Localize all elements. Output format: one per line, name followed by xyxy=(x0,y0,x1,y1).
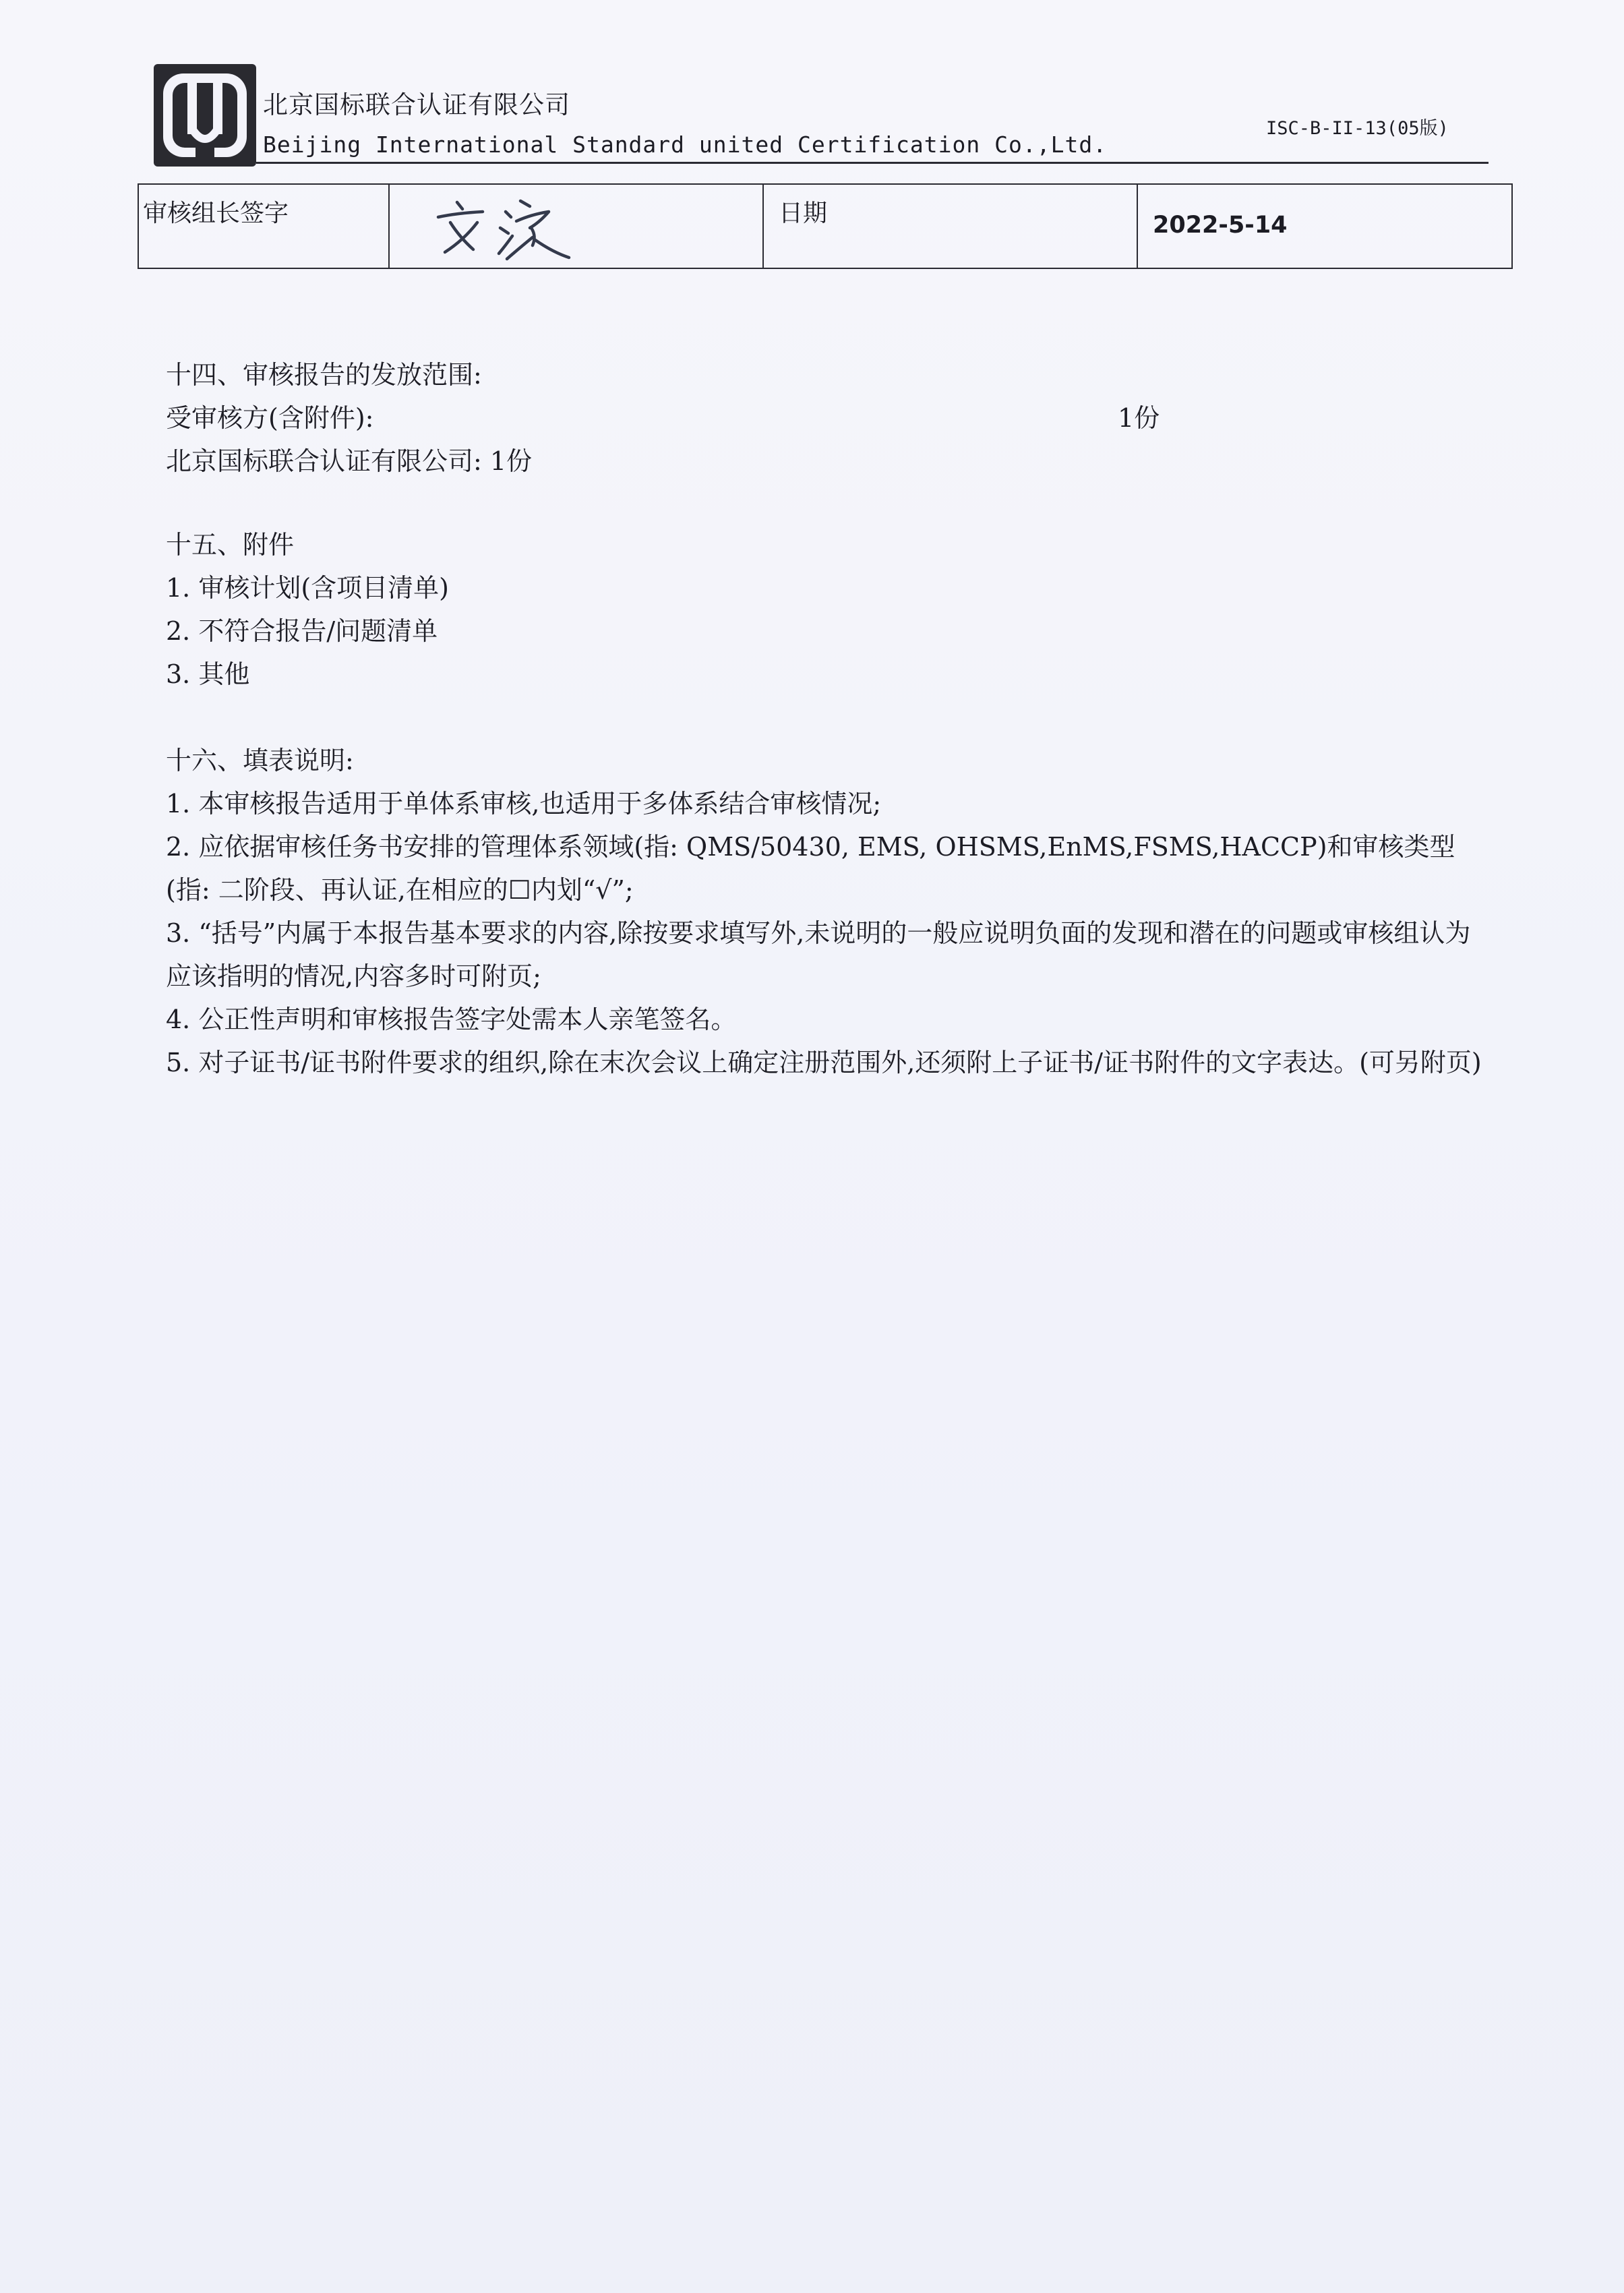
date-label-cell xyxy=(764,185,1138,268)
date-label: 日期 xyxy=(779,200,828,227)
instruction-item: 1. 本审核报告适用于单体系审核,也适用于多体系结合审核情况; xyxy=(166,789,882,818)
date-value: 2022-5-14 xyxy=(1153,212,1288,239)
signature-table xyxy=(138,183,1513,269)
signature-cell xyxy=(390,185,764,268)
instruction-item: 5. 对子证书/证书附件要求的组织,除在末次会议上确定注册范围外,还须附上子证书/证书附件的文字表达。(可另附页) xyxy=(166,1048,1482,1077)
section-14 xyxy=(166,353,532,483)
attachment-item: 3. 其他 xyxy=(166,659,250,689)
section-16-heading: 十六、填表说明: xyxy=(166,746,354,775)
auditee-copies-value: 1份 xyxy=(1118,403,1160,433)
leader-label: 审核组长签字 xyxy=(143,200,289,227)
attachment-item: 1. 审核计划(含项目清单) xyxy=(166,573,449,603)
company-copies-line: 北京国标联合认证有限公司: 1份 xyxy=(166,446,533,476)
form-code: ISC-B-II-13(05版) xyxy=(1266,118,1449,139)
company-name-en: Beijing International Standard united Certification Co.,Ltd. xyxy=(263,131,1108,158)
section-16 xyxy=(166,739,1494,1084)
instruction-item: 4. 公正性声明和审核报告签字处需本人亲笔签名。 xyxy=(166,1005,737,1034)
auditee-copies-label: 受审核方(含附件): xyxy=(166,403,374,433)
company-name-cn: 北京国标联合认证有限公司 xyxy=(263,90,570,119)
handwritten-signature xyxy=(430,189,578,264)
section-15-heading: 十五、附件 xyxy=(166,530,295,560)
attachment-item: 2. 不符合报告/问题清单 xyxy=(166,616,438,646)
section-14-heading: 十四、审核报告的发放范围: xyxy=(166,360,482,390)
date-value-cell xyxy=(1138,185,1511,268)
instruction-item: 2. 应依据审核任务书安排的管理体系领域(指: QMS/50430, EMS, OHSMS,EnMS,FSMS,HACCP)和审核类型(指: 二阶段、再认证,在相应的☐内划“√”; xyxy=(166,832,1455,905)
instruction-item: 3. “括号”内属于本报告基本要求的内容,除按要求填写外,未说明的一般应说明负面的发现和潜在的问题或审核组认为应该指明的情况,内容多时可附页; xyxy=(166,918,1471,991)
header-rule xyxy=(256,162,1488,164)
leader-label-cell xyxy=(139,185,390,268)
section-15 xyxy=(166,523,449,696)
company-logo-icon xyxy=(154,64,256,167)
